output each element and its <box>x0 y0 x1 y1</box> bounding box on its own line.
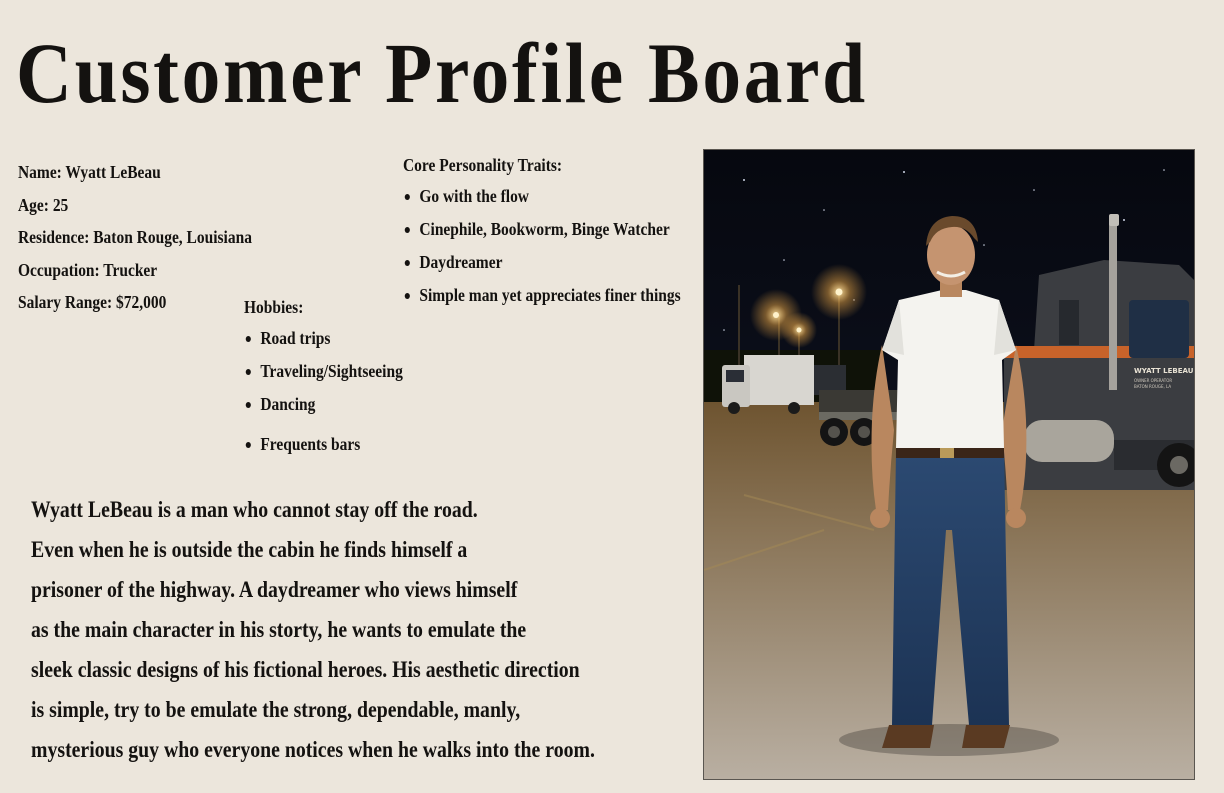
trait-item: Daydreamer <box>403 246 681 279</box>
bio-paragraph <box>31 490 595 770</box>
hobbies-list <box>244 322 403 461</box>
truck-stop-night-photo <box>704 150 1194 779</box>
trait-item: Simple man yet appreciates finer things <box>403 279 681 312</box>
personality-traits-section <box>403 150 681 312</box>
profile-age: Age: 25 <box>18 194 69 215</box>
hobbies-section <box>244 292 403 461</box>
profile-occupation: Occupation: Trucker <box>18 259 158 280</box>
trait-item: Go with the flow <box>403 180 681 213</box>
bio-line: is simple, try to be emulate the strong, dependable, manly, <box>31 697 521 722</box>
traits-heading: Core Personality Traits: <box>403 155 563 175</box>
bio-line: as the main character in his storty, he wants to emulate the <box>31 617 527 642</box>
bio-line: mysterious guy who everyone notices when he walks into the room. <box>31 737 595 762</box>
bio-line: Wyatt LeBeau is a man who cannot stay off the road. <box>31 497 478 522</box>
traits-list <box>403 180 681 312</box>
profile-residence: Residence: Baton Rouge, Louisiana <box>18 227 252 247</box>
board-title: Customer Profile Board <box>16 25 868 121</box>
truck-door-name: WYATT LEBEAU <box>1134 367 1194 375</box>
profile-photo <box>703 149 1195 780</box>
truck-door-subtitle: OWNER OPERATOR <box>1134 378 1173 383</box>
profile-details <box>18 156 252 319</box>
profile-name: Name: Wyatt LeBeau <box>18 162 161 182</box>
trait-item: Cinephile, Bookworm, Binge Watcher <box>403 213 681 246</box>
hobby-item: Road trips <box>244 322 403 355</box>
hobby-item: Frequents bars <box>244 428 403 461</box>
bio-line: sleek classic designs of his fictional heroes. His aesthetic direction <box>31 657 580 682</box>
truck-door-city: BATON ROUGE, LA <box>1134 384 1172 389</box>
hobby-item: Dancing <box>244 388 403 421</box>
hobbies-heading: Hobbies: <box>244 297 304 317</box>
hobby-item: Traveling/Sightseeing <box>244 355 403 388</box>
bio-line: Even when he is outside the cabin he finds himself a <box>31 537 468 562</box>
profile-salary: Salary Range: $72,000 <box>18 292 167 312</box>
bio-line: prisoner of the highway. A daydreamer who views himself <box>31 577 518 602</box>
